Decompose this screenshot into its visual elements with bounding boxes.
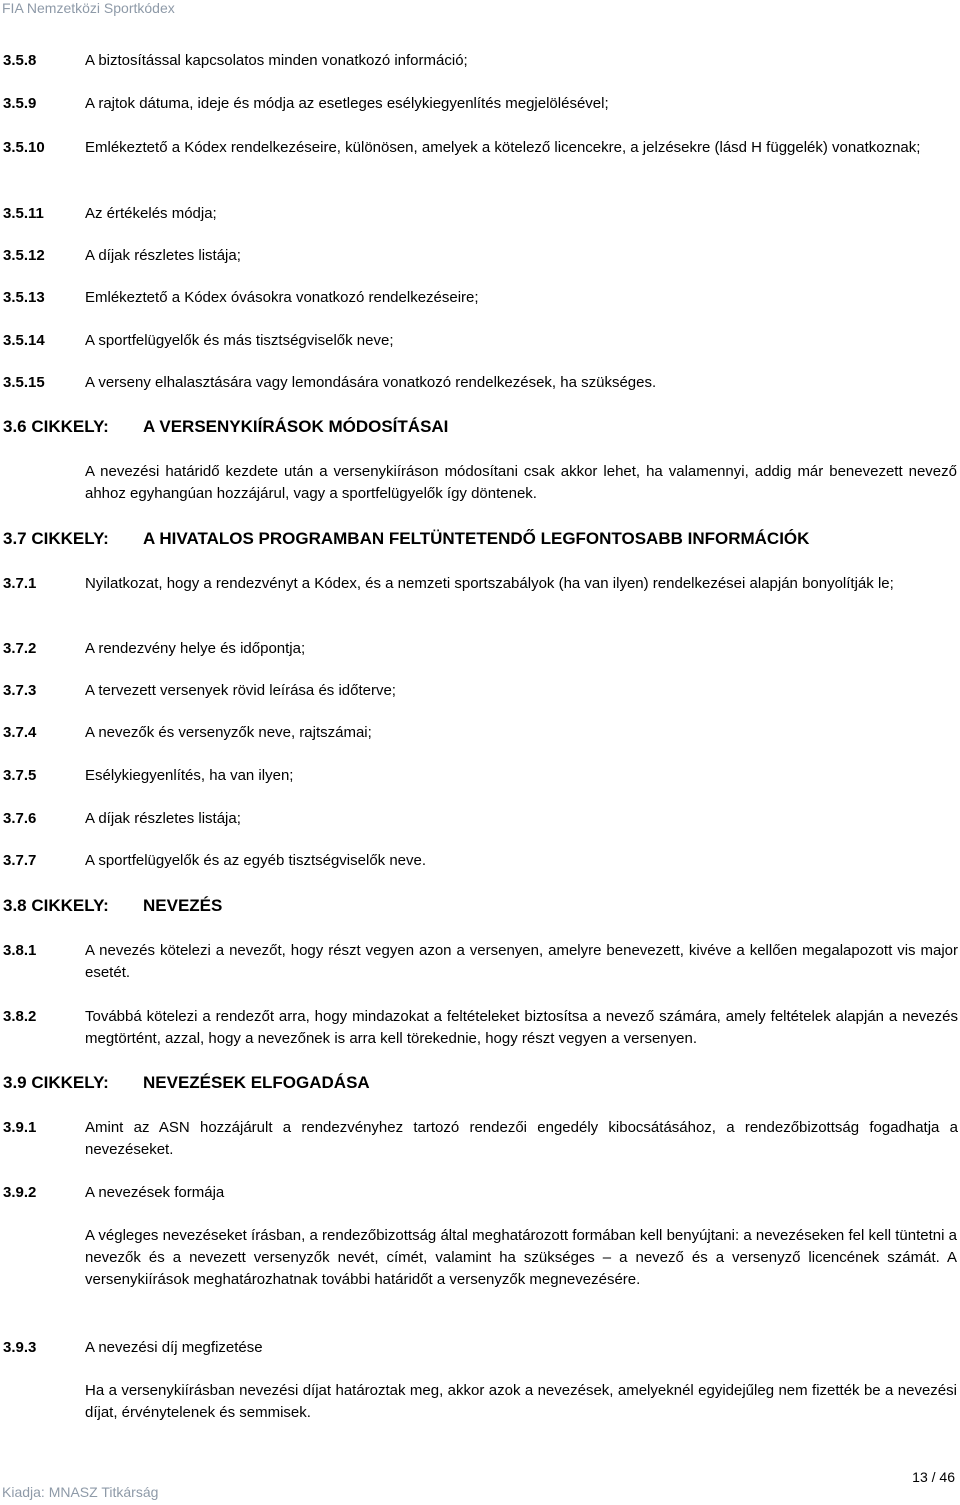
section-heading-3-6 [3, 415, 958, 439]
item-number: 3.5.15 [3, 374, 45, 391]
item-text: Esélykiegyenlítés, ha van ilyen; [85, 767, 294, 784]
list-item [3, 203, 958, 225]
list-item [3, 372, 958, 394]
item-text: A nevezők és versenyzők neve, rajtszámai; [85, 724, 372, 741]
list-item [3, 722, 958, 744]
list-item [3, 245, 958, 267]
item-number: 3.7.6 [3, 810, 37, 827]
item-number: 3.8.1 [3, 942, 37, 959]
section-number: 3.7 CIKKELY: [3, 529, 109, 548]
section-number: 3.6 CIKKELY: [3, 417, 109, 436]
item-text: A biztosítással kapcsolatos minden vonatkozó információ; [85, 52, 468, 69]
section-title: A VERSENYKIÍRÁSOK MÓDOSÍTÁSAI [143, 417, 449, 436]
item-text: A rendezvény helye és időpontja; [85, 640, 306, 657]
list-item [3, 850, 958, 872]
section-title: NEVEZÉS [143, 896, 223, 915]
list-item [3, 287, 958, 309]
footer-publisher: Kiadja: MNASZ Titkárság [2, 1484, 159, 1500]
item-number: 3.5.9 [3, 95, 37, 112]
item-number: 3.5.10 [3, 139, 45, 156]
item-text: A nevezés kötelezi a nevezőt, hogy részt vegyen azon a versenyen, amelyre benevezett, kivéve a kellően megalapozott vis major esetét. [85, 942, 958, 981]
list-item [3, 1117, 958, 1161]
list-item [3, 50, 958, 72]
item-number: 3.7.4 [3, 724, 37, 741]
item-text: A sportfelügyelők és más tisztségviselők neve; [85, 332, 394, 349]
running-header: FIA Nemzetközi Sportkódex [2, 0, 175, 16]
item-number: 3.7.2 [3, 640, 37, 657]
item-text: A nevezések formája [85, 1184, 225, 1201]
list-item [3, 808, 958, 830]
paragraph: A nevezési határidő kezdete után a versenykiíráson módosítani csak akkor lehet, ha valamennyi, addig már benevezett nevező ahhoz egyhangúan hozzájárul, vagy a sportfelügyelők így döntenek. [85, 463, 957, 502]
item-text: A díjak részletes listája; [85, 247, 241, 264]
item-text: Továbbá kötelezi a rendezőt arra, hogy mindazokat a feltételeket biztosítsa a nevező számára, amely feltételek alapján a nevezés megtörtént, azzal, hogy a nevezőnek is arra kell törekednie, hogy részt vegyen a versenyen. [85, 1008, 958, 1047]
item-text: A nevezési díj megfizetése [85, 1339, 263, 1356]
item-number: 3.9.3 [3, 1339, 37, 1356]
list-item [3, 765, 958, 787]
item-number: 3.5.8 [3, 52, 37, 69]
item-text: Az értékelés módja; [85, 205, 217, 222]
item-number: 3.5.13 [3, 289, 45, 306]
item-number: 3.7.3 [3, 682, 37, 699]
list-item [3, 137, 958, 159]
list-item [3, 1006, 958, 1050]
item-number: 3.9.1 [3, 1119, 37, 1136]
section-heading-3-7 [3, 527, 958, 551]
item-text: A sportfelügyelők és az egyéb tisztségviselők neve. [85, 852, 427, 869]
item-text: Amint az ASN hozzájárult a rendezvényhez tartozó rendezői engedély kibocsátásához, a rendezőbizottság fogadhatja a nevezéseket. [85, 1119, 958, 1158]
list-item [3, 573, 958, 595]
item-text: A díjak részletes listája; [85, 810, 241, 827]
list-item [3, 1337, 958, 1359]
item-number: 3.5.11 [3, 205, 44, 222]
item-text: Nyilatkozat, hogy a rendezvényt a Kódex, és a nemzeti sportszabályok (ha van ilyen) rendelkezései alapján bonyolítják le; [85, 575, 894, 592]
section-heading-3-9 [3, 1071, 958, 1095]
item-number: 3.9.2 [3, 1184, 37, 1201]
section-title: NEVEZÉSEK ELFOGADÁSA [143, 1073, 370, 1092]
section-number: 3.8 CIKKELY: [3, 896, 109, 915]
page-number: 13 / 46 [912, 1469, 955, 1485]
item-number: 3.5.12 [3, 247, 45, 264]
list-item [3, 93, 958, 115]
paragraph: A végleges nevezéseket írásban, a rendezőbizottság által meghatározott formában kell benyújtani: a nevezéseken fel kell tüntetni a nevezők és a nevezett versenyzők nevét, címét, valamint ha szükséges – a nevező és a versenyző licencének számát. A versenykiírások meghatározhatnak további határidőt a versenyzők megnevezésére. [85, 1227, 957, 1288]
section-heading-3-8 [3, 894, 958, 918]
item-number: 3.7.1 [3, 575, 37, 592]
section-number: 3.9 CIKKELY: [3, 1073, 109, 1092]
list-item [3, 680, 958, 702]
item-number: 3.5.14 [3, 332, 45, 349]
list-item [3, 638, 958, 660]
list-item [3, 940, 958, 984]
item-text: A tervezett versenyek rövid leírása és időterve; [85, 682, 396, 699]
item-number: 3.7.7 [3, 852, 37, 869]
section-title: A HIVATALOS PROGRAMBAN FELTÜNTETENDŐ LEGFONTOSABB INFORMÁCIÓK [143, 529, 810, 548]
item-text: A verseny elhalasztására vagy lemondására vonatkozó rendelkezések, ha szükséges. [85, 374, 657, 391]
item-text: A rajtok dátuma, ideje és módja az esetleges esélykiegyenlítés megjelölésével; [85, 95, 609, 112]
item-number: 3.8.2 [3, 1008, 37, 1025]
item-text: Emlékeztető a Kódex óvásokra vonatkozó rendelkezéseire; [85, 289, 479, 306]
item-text: Emlékeztető a Kódex rendelkezéseire, különösen, amelyek a kötelező licencekre, a jelzésekre (lásd H függelék) vonatkoznak; [85, 139, 921, 156]
list-item [3, 1182, 958, 1204]
list-item [3, 330, 958, 352]
paragraph: Ha a versenykiírásban nevezési díjat határoztak meg, akkor azok a nevezések, amelyeknél egyidejűleg nem fizették be a nevezési díjat, érvénytelenek és semmisek. [85, 1382, 957, 1421]
item-number: 3.7.5 [3, 767, 37, 784]
